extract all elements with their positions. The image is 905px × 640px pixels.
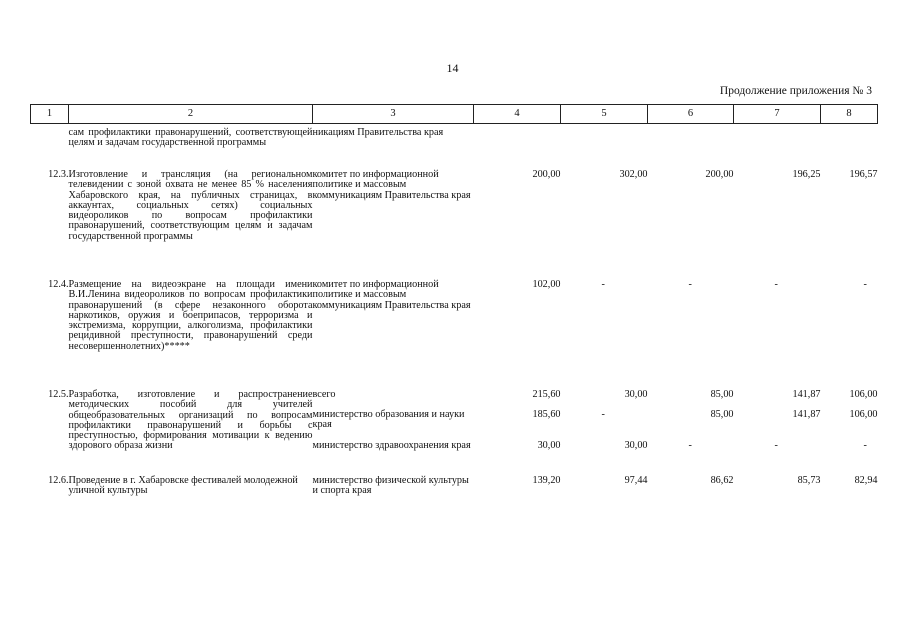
item-description: сам профилактики правонарушений, соответствующей целям и задачам государственной программы bbox=[68, 127, 313, 149]
value-cell: 200,00 bbox=[705, 169, 734, 180]
item-description: Изготовление и трансляция (на региональном телевидении с зоной охвата не менее 85 % населения Хабаровского края, на публичных страницах, в аккаунтах, социальных сетях) социальных видеороликов по вопросам профилактики правонарушений, соответствующим целям и задачам государственной программы bbox=[68, 169, 313, 242]
column-header: 7 bbox=[734, 105, 821, 124]
table-row bbox=[31, 476, 878, 506]
table-row bbox=[31, 170, 878, 280]
item-executor: комитет по информационной политике и массовым коммуникациям Правительства края bbox=[312, 169, 471, 201]
value-cell: - bbox=[601, 279, 605, 290]
item-number: 12.5. bbox=[48, 389, 69, 400]
column-header: 6 bbox=[648, 105, 734, 124]
executor-total-label: всего bbox=[312, 389, 336, 400]
appendix-continuation-label: Продолжение приложения № 3 bbox=[719, 85, 872, 97]
value-cell: 86,62 bbox=[710, 475, 734, 486]
value-cell: 200,00 bbox=[532, 169, 561, 180]
value-cell-group bbox=[734, 390, 821, 476]
value-cell-group bbox=[821, 390, 878, 476]
value-cell: - bbox=[688, 279, 692, 290]
value-cell: - bbox=[774, 440, 778, 451]
value-cell: 141,87 bbox=[792, 389, 821, 400]
column-header: 4 bbox=[474, 105, 561, 124]
table-row bbox=[31, 124, 878, 171]
value-cell-group bbox=[648, 390, 734, 476]
value-cell: - bbox=[688, 440, 692, 451]
item-number bbox=[31, 124, 69, 171]
column-header: 2 bbox=[69, 105, 313, 124]
value-cell: 85,00 bbox=[710, 389, 734, 400]
value-cell: 302,00 bbox=[619, 169, 648, 180]
value-cell: 82,94 bbox=[854, 475, 878, 486]
item-executor: комитет по информационной политике и массовым коммуникациям Правительства края bbox=[312, 279, 471, 311]
value-cell-group bbox=[474, 390, 561, 476]
value-cell: - bbox=[774, 279, 778, 290]
value-cell: 141,87 bbox=[792, 409, 821, 420]
value-cell: 30,00 bbox=[537, 440, 561, 451]
value-cell: 196,57 bbox=[849, 169, 878, 180]
value-cell: 85,73 bbox=[797, 475, 821, 486]
item-executor: министерство физической культуры и спорта края bbox=[312, 475, 469, 497]
value-cell: 97,44 bbox=[624, 475, 648, 486]
table-header-row bbox=[31, 105, 878, 124]
value-cell: 102,00 bbox=[532, 279, 561, 290]
value-cell: 215,60 bbox=[532, 389, 561, 400]
value-cell: - bbox=[601, 409, 605, 420]
item-description: Размещение на видеоэкране на площади имени В.И.Ленина видеороликов по вопросам профилактики правонарушений (в сфере незаконного оборота наркотиков, оружия и боеприпасов, терроризма и экстремизма, коррупции, алкоголизма, профилактики рецидивной преступности, правонарушений среди несовершеннолетних)***** bbox=[68, 279, 313, 352]
column-header: 3 bbox=[313, 105, 474, 124]
item-executor-group bbox=[313, 390, 474, 476]
value-cell: 30,00 bbox=[624, 440, 648, 451]
value-cell-group bbox=[561, 390, 648, 476]
item-number: 12.3. bbox=[48, 169, 69, 180]
value-cell: 196,25 bbox=[792, 169, 821, 180]
value-cell: 139,20 bbox=[532, 475, 561, 486]
item-number: 12.6. bbox=[48, 475, 69, 486]
appendix-table bbox=[30, 104, 878, 506]
column-header: 5 bbox=[561, 105, 648, 124]
executor-education: министерство образования и науки края bbox=[312, 409, 465, 431]
value-cell: - bbox=[863, 440, 867, 451]
item-description: Разработка, изготовление и распространение методических пособий для учителей общеобразовательных организаций по вопросам профилактики правонарушений и борьбы с преступностью, формирования мотивации к ведению здорового образа жизни bbox=[68, 389, 313, 452]
item-executor: никациям Правительства края bbox=[312, 127, 444, 138]
item-number: 12.4. bbox=[48, 279, 69, 290]
table-row bbox=[31, 390, 878, 476]
page-number: 14 bbox=[446, 61, 459, 75]
column-header: 1 bbox=[31, 105, 69, 124]
value-cell: 185,60 bbox=[532, 409, 561, 420]
value-cell: 106,00 bbox=[849, 409, 878, 420]
value-cell: 85,00 bbox=[710, 409, 734, 420]
value-cell: 106,00 bbox=[849, 389, 878, 400]
item-description: Проведение в г. Хабаровске фестивалей молодежной уличной культуры bbox=[68, 475, 298, 497]
value-cell: - bbox=[863, 279, 867, 290]
value-cell: 30,00 bbox=[624, 389, 648, 400]
table-row bbox=[31, 280, 878, 390]
executor-health: министерство здравоохранения края bbox=[312, 440, 471, 451]
column-header: 8 bbox=[821, 105, 878, 124]
